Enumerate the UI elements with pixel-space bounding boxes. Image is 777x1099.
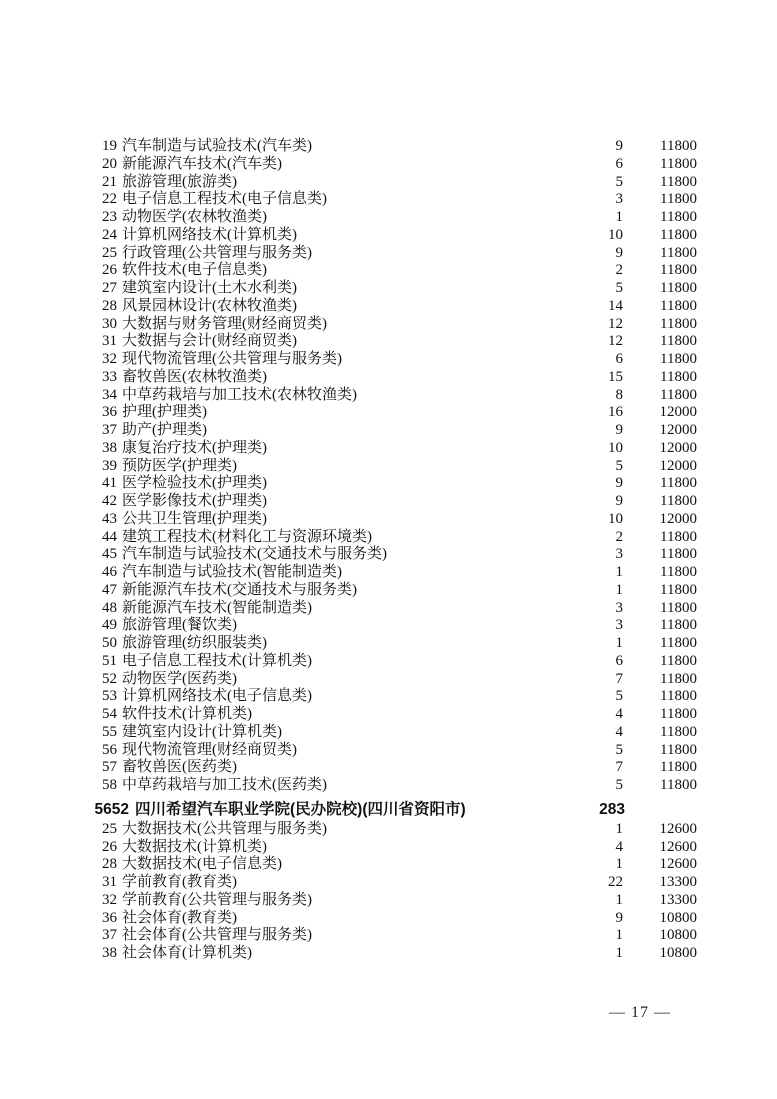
program-row [0,856,777,874]
program-row [0,280,777,298]
program-plan-count: 15 [608,368,623,385]
program-major-name: 软件技术(计算机类) [122,706,252,722]
program-row-number: 25 [102,820,117,837]
program-major-name: 中草药栽培与加工技术(医药类) [122,777,327,793]
program-row-number: 26 [102,262,117,279]
program-plan-count: 16 [608,404,623,421]
program-row [0,653,777,671]
program-major-name: 社会体育(教育类) [122,909,237,926]
program-plan-count: 7 [615,759,623,776]
program-row-number: 54 [102,706,117,722]
program-row-number: 34 [102,386,117,403]
program-row-number: 47 [102,581,117,598]
program-row [0,892,777,910]
program-tuition-fee: 11800 [660,564,697,580]
program-plan-count: 1 [615,945,623,961]
program-major-name: 公共卫生管理(护理类) [122,510,267,527]
program-row-number: 53 [102,688,117,705]
program-row [0,458,777,476]
program-tuition-fee: 11800 [660,528,697,545]
program-tuition-fee: 12600 [659,838,697,855]
program-row-number: 31 [102,333,117,350]
program-major-name: 医学检验技术(护理类) [122,475,267,492]
program-tuition-fee: 11800 [660,777,697,793]
program-tuition-fee: 12000 [659,422,697,438]
program-tuition-fee: 12000 [659,404,697,421]
program-major-name: 大数据技术(公共管理与服务类) [122,820,327,837]
program-tuition-fee: 11800 [660,138,697,154]
program-row-number: 58 [102,777,117,793]
program-row [0,227,777,245]
program-major-name: 现代物流管理(财经商贸类) [122,741,297,758]
program-major-name: 护理(护理类) [122,404,207,421]
program-row-number: 55 [102,723,117,740]
admission-program-list [0,138,777,963]
program-plan-count: 22 [608,874,623,890]
program-row [0,156,777,174]
program-plan-count: 1 [615,209,623,225]
program-major-name: 建筑室内设计(土木水利类) [122,280,297,296]
program-plan-count: 2 [615,262,623,279]
program-major-name: 汽车制造与试验技术(汽车类) [122,138,312,154]
program-row-number: 26 [102,838,117,855]
program-row [0,759,777,777]
program-plan-count: 6 [615,351,623,367]
school-plan-total: 283 [599,800,625,818]
program-tuition-fee: 11800 [660,617,697,634]
program-major-name: 电子信息工程技术(计算机类) [122,652,312,669]
program-row [0,910,777,928]
program-row [0,351,777,369]
program-row-number: 46 [102,564,117,580]
program-tuition-fee: 11800 [660,244,697,261]
program-tuition-fee: 10800 [659,909,697,926]
program-row [0,742,777,760]
program-row [0,724,777,742]
program-major-name: 大数据技术(电子信息类) [122,856,282,873]
program-tuition-fee: 11800 [660,226,697,243]
program-major-name: 康复治疗技术(护理类) [122,439,267,456]
program-major-name: 建筑室内设计(计算机类) [122,723,282,740]
program-tuition-fee: 11800 [660,368,697,385]
program-row [0,262,777,280]
program-major-name: 旅游管理(餐饮类) [122,617,237,634]
program-plan-count: 10 [608,439,623,456]
program-row [0,582,777,600]
program-row-number: 52 [102,670,117,687]
program-tuition-fee: 11800 [660,155,697,172]
program-row [0,671,777,689]
program-major-name: 大数据与会计(财经商贸类) [122,333,297,350]
program-major-name: 汽车制造与试验技术(交通技术与服务类) [122,546,387,563]
program-row [0,821,777,839]
program-row [0,600,777,618]
program-row-number: 36 [102,909,117,926]
program-row-number: 32 [102,351,117,367]
program-tuition-fee: 11800 [660,652,697,669]
program-major-name: 医学影像技术(护理类) [122,493,267,509]
program-major-name: 旅游管理(旅游类) [122,173,237,190]
program-tuition-fee: 11800 [660,706,697,722]
program-tuition-fee: 11800 [660,209,697,225]
program-major-name: 中草药栽培与加工技术(农林牧渔类) [122,386,357,403]
program-tuition-fee: 12000 [659,439,697,456]
program-row-number: 30 [102,315,117,332]
program-plan-count: 3 [615,546,623,563]
program-row [0,440,777,458]
program-plan-count: 9 [615,138,623,154]
program-row-number: 56 [102,741,117,758]
program-major-name: 动物医学(医药类) [122,670,237,687]
program-plan-count: 1 [615,927,623,944]
program-major-name: 新能源汽车技术(交通技术与服务类) [122,581,357,598]
program-row-number: 45 [102,546,117,563]
program-row [0,138,777,156]
program-row-number: 49 [102,617,117,634]
program-plan-count: 1 [615,635,623,651]
program-plan-count: 12 [608,315,623,332]
program-major-name: 畜牧兽医(农林牧渔类) [122,368,267,385]
program-tuition-fee: 12000 [659,457,697,474]
program-tuition-fee: 11800 [660,493,697,509]
program-tuition-fee: 12600 [659,820,697,837]
program-tuition-fee: 13300 [659,874,697,890]
program-major-name: 社会体育(公共管理与服务类) [122,927,312,944]
school-name: 四川希望汽车职业学院(民办院校)(四川省资阳市) [135,800,466,818]
program-row-number: 51 [102,652,117,669]
program-plan-count: 7 [615,670,623,687]
program-plan-count: 5 [615,741,623,758]
program-plan-count: 5 [615,280,623,296]
program-row-number: 38 [102,945,117,961]
program-plan-count: 1 [615,820,623,837]
program-row-number: 39 [102,457,117,474]
program-row-number: 37 [102,422,117,438]
program-plan-count: 14 [608,297,623,314]
program-major-name: 电子信息工程技术(电子信息类) [122,191,327,208]
program-tuition-fee: 11800 [660,475,697,492]
program-major-name: 计算机网络技术(计算机类) [122,226,297,243]
program-major-name: 旅游管理(纺织服装类) [122,635,267,651]
program-plan-count: 9 [615,422,623,438]
program-plan-count: 1 [615,891,623,908]
program-tuition-fee: 10800 [659,945,697,961]
program-row [0,839,777,857]
program-tuition-fee: 11800 [660,688,697,705]
program-tuition-fee: 11800 [660,635,697,651]
program-plan-count: 5 [615,457,623,474]
program-row [0,333,777,351]
program-row [0,688,777,706]
program-major-name: 社会体育(计算机类) [122,945,252,961]
program-row [0,422,777,440]
program-major-name: 助产(护理类) [122,422,207,438]
program-row [0,874,777,892]
program-row [0,369,777,387]
program-tuition-fee: 11800 [660,723,697,740]
program-plan-count: 1 [615,564,623,580]
program-tuition-fee: 11800 [660,386,697,403]
program-plan-count: 9 [615,493,623,509]
program-row [0,617,777,635]
program-tuition-fee: 12000 [659,510,697,527]
program-major-name: 风景园林设计(农林牧渔类) [122,297,297,314]
program-row-number: 21 [102,173,117,190]
program-tuition-fee: 11800 [660,280,697,296]
program-tuition-fee: 13300 [659,891,697,908]
program-tuition-fee: 12600 [659,856,697,873]
program-plan-count: 5 [615,173,623,190]
program-plan-count: 5 [615,688,623,705]
program-major-name: 学前教育(公共管理与服务类) [122,891,312,908]
program-major-name: 畜牧兽医(医药类) [122,759,237,776]
program-major-name: 汽车制造与试验技术(智能制造类) [122,564,342,580]
program-row-number: 57 [102,759,117,776]
program-tuition-fee: 11800 [660,599,697,616]
page-number: — 17 — [609,1004,671,1021]
program-major-name: 计算机网络技术(电子信息类) [122,688,312,705]
program-plan-count: 4 [615,838,623,855]
program-row-number: 48 [102,599,117,616]
program-row [0,635,777,653]
school-header-row [0,800,777,819]
program-major-name: 学前教育(教育类) [122,874,237,890]
program-major-name: 大数据技术(计算机类) [122,838,267,855]
program-tuition-fee: 11800 [660,546,697,563]
program-tuition-fee: 11800 [660,351,697,367]
program-plan-count: 1 [615,581,623,598]
program-row-number: 44 [102,528,117,545]
school-code: 5652 [94,800,129,818]
program-row-number: 36 [102,404,117,421]
program-major-name: 大数据与财务管理(财经商贸类) [122,315,327,332]
program-row-number: 27 [102,280,117,296]
program-row-number: 38 [102,439,117,456]
program-row-number: 22 [102,191,117,208]
program-major-name: 新能源汽车技术(智能制造类) [122,599,312,616]
program-row-number: 50 [102,635,117,651]
program-plan-count: 5 [615,777,623,793]
program-row-number: 19 [102,138,117,154]
program-major-name: 行政管理(公共管理与服务类) [122,244,312,261]
program-plan-count: 3 [615,617,623,634]
program-plan-count: 2 [615,528,623,545]
program-major-name: 建筑工程技术(材料化工与资源环境类) [122,528,372,545]
program-major-name: 动物医学(农林牧渔类) [122,209,267,225]
program-row [0,706,777,724]
program-row [0,529,777,547]
program-tuition-fee: 11800 [660,741,697,758]
program-row [0,298,777,316]
program-plan-count: 3 [615,599,623,616]
program-row-number: 37 [102,927,117,944]
program-row [0,546,777,564]
program-tuition-fee: 11800 [660,670,697,687]
program-row [0,945,777,963]
program-plan-count: 9 [615,244,623,261]
program-plan-count: 4 [615,723,623,740]
program-plan-count: 9 [615,475,623,492]
program-plan-count: 3 [615,191,623,208]
program-row [0,404,777,422]
program-tuition-fee: 11800 [660,581,697,598]
program-row-number: 41 [102,475,117,492]
program-plan-count: 10 [608,510,623,527]
program-plan-count: 6 [615,155,623,172]
program-row [0,191,777,209]
program-row [0,511,777,529]
program-major-name: 现代物流管理(公共管理与服务类) [122,351,342,367]
program-row-number: 31 [102,874,117,890]
program-tuition-fee: 11800 [660,191,697,208]
program-tuition-fee: 11800 [660,297,697,314]
program-row [0,316,777,334]
program-row [0,564,777,582]
program-row [0,245,777,263]
program-row-number: 20 [102,155,117,172]
program-row-number: 24 [102,226,117,243]
program-row-number: 33 [102,368,117,385]
program-row [0,209,777,227]
program-major-name: 软件技术(电子信息类) [122,262,267,279]
program-row [0,387,777,405]
program-plan-count: 1 [615,856,623,873]
program-row-number: 43 [102,510,117,527]
program-row [0,475,777,493]
program-row-number: 25 [102,244,117,261]
program-row [0,493,777,511]
program-tuition-fee: 11800 [660,759,697,776]
program-row-number: 23 [102,209,117,225]
program-tuition-fee: 10800 [659,927,697,944]
program-tuition-fee: 11800 [660,173,697,190]
program-plan-count: 12 [608,333,623,350]
program-row [0,777,777,795]
program-tuition-fee: 11800 [660,262,697,279]
program-major-name: 预防医学(护理类) [122,457,237,474]
program-plan-count: 6 [615,652,623,669]
program-row-number: 42 [102,493,117,509]
program-row-number: 28 [102,297,117,314]
program-plan-count: 9 [615,909,623,926]
program-row [0,174,777,192]
program-row-number: 32 [102,891,117,908]
program-plan-count: 4 [615,706,623,722]
program-row-number: 28 [102,856,117,873]
program-major-name: 新能源汽车技术(汽车类) [122,155,282,172]
program-tuition-fee: 11800 [660,315,697,332]
program-plan-count: 8 [615,386,623,403]
program-plan-count: 10 [608,226,623,243]
program-row [0,927,777,945]
program-tuition-fee: 11800 [660,333,697,350]
